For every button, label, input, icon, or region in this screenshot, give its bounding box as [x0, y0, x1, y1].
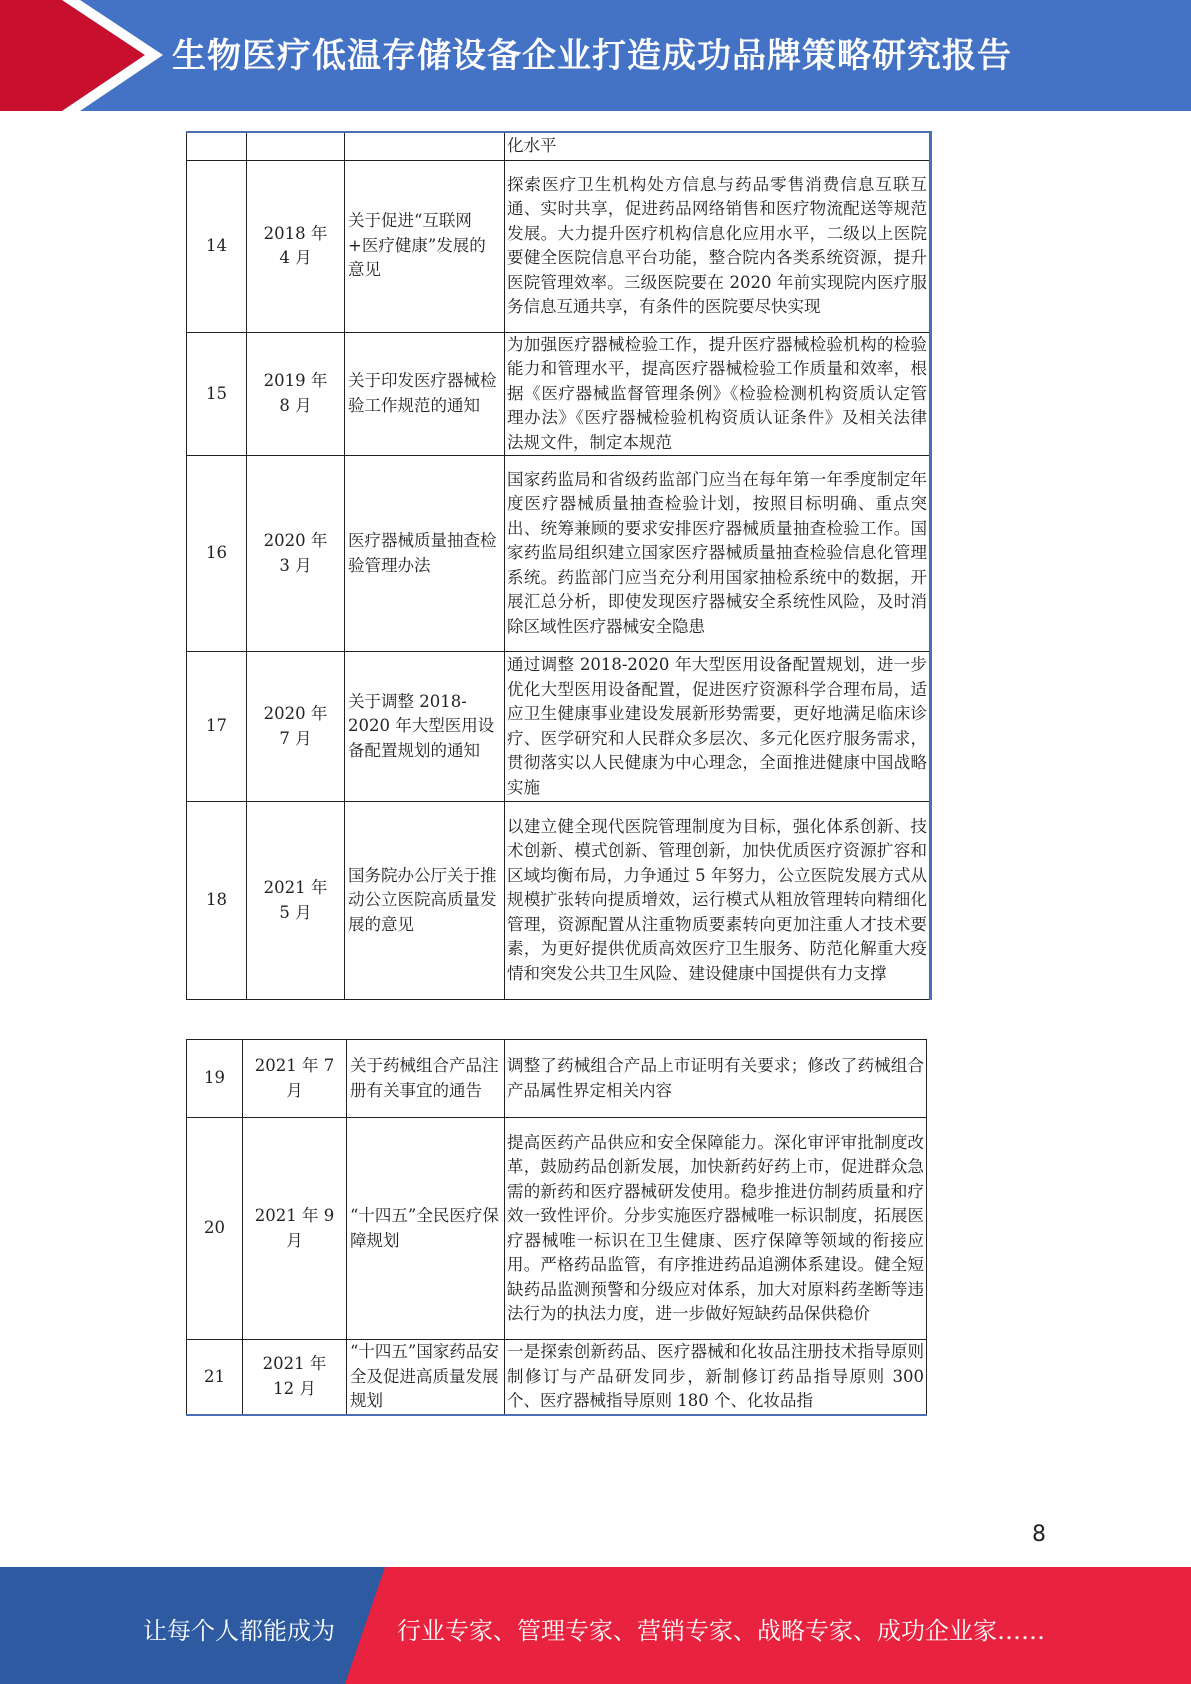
- table-row: [187, 802, 931, 1000]
- row-policy-content: 提高医药产品供应和安全保障能力。深化审评审批制度改革，鼓励药品创新发展，加快新药好药上市，促进群众急需的新药和医疗器械研发使用。稳步推进仿制药质量和疗效一致性评价。分步实施医疗器械唯一标识制度，拓展医疗器械唯一标识在卫生健康、医疗保障等领域的衔接应用。严格药品监管，有序推进药品追溯体系建设。健全短缺药品监测预警和分级应对体系，加大对原料药垄断等违法行为的执法力度，进一步做好短缺药品保供稳价: [505, 1118, 927, 1340]
- row-policy-content: 一是探索创新药品、医疗器械和化妆品注册技术指导原则制修订与产品研发同步，新制修订药品指导原则 300 个、医疗器械指导原则 180 个、化妆品指: [505, 1340, 927, 1415]
- row-policy-content: 探索医疗卫生机构处方信息与药品零售消费信息互联互通、实时共享，促进药品网络销售和医疗物流配送等规范发展。大力提升医疗机构信息化应用水平，二级以上医院要健全医院信息平台功能，整合院内各类系统资源，提升医院管理效率。三级医院要在 2020 年前实现院内医疗服务信息互通共享，有条件的医院要尽快实现: [505, 160, 931, 332]
- table-row: [187, 1118, 927, 1340]
- row-policy-content: 国家药监局和省级药监部门应当在每年第一年季度制定年度医疗器械质量抽查检验计划，按照目标明确、重点突出、统筹兼顾的要求安排医疗器械质量抽查检验工作。国家药监局组织建立国家医疗器械质量抽查检验信息化管理系统。药监部门应当充分利用国家抽检系统中的数据，开展汇总分析，即使发现医疗器械安全系统性风险，及时消除区域性医疗器械安全隐患: [505, 456, 931, 652]
- row-number: 15: [187, 332, 247, 456]
- table-row: [187, 1040, 927, 1118]
- footer-slogan-left: 让每个人都能成为: [143, 1617, 335, 1645]
- policy-table-bottom: [186, 1039, 927, 1416]
- row-policy-content: 通过调整 2018-2020 年大型医用设备配置规划，进一步优化大型医用设备配置，促进医疗资源科学合理布局，适应卫生健康事业建设发展新形势需要，更好地满足临床诊疗、医学研究和人民群众多层次、多元化医疗服务需求，贯彻落实以人民健康为中心理念，全面推进健康中国战略实施: [505, 652, 931, 802]
- row-number: 17: [187, 652, 247, 802]
- row-number: 19: [187, 1040, 243, 1118]
- table-row: [187, 652, 931, 802]
- row-policy-title: “十四五”全民医疗保障规划: [347, 1118, 505, 1340]
- row-date: 2021 年 12 月: [243, 1340, 347, 1415]
- row-policy-title: 关于调整 2018-2020 年大型医用设备配置规划的通知: [345, 652, 505, 802]
- page-header: [0, 0, 1191, 111]
- row-date: 2021 年 7 月: [243, 1040, 347, 1118]
- footer-slogan-right: 行业专家、管理专家、营销专家、战略专家、成功企业家……: [397, 1617, 1045, 1645]
- row-date: 2019 年 8 月: [247, 332, 345, 456]
- row-number: 14: [187, 160, 247, 332]
- row-date: 2021 年 5 月: [247, 802, 345, 1000]
- row-policy-content: 为加强医疗器械检验工作，提升医疗器械检验机构的检验能力和管理水平，提高医疗器械检验工作质量和效率，根据《医疗器械监督管理条例》《检验检测机构资质认定管理办法》《医疗器械检验机构资质认证条件》及相关法律法规文件，制定本规范: [505, 332, 931, 456]
- row-policy-content: 化水平: [505, 132, 931, 160]
- policy-table-bottom-body: [187, 1040, 927, 1415]
- policy-table-top: [186, 131, 932, 1000]
- row-date: [247, 132, 345, 160]
- row-policy-title: 关于药械组合产品注册有关事宜的通告: [347, 1040, 505, 1118]
- row-policy-title: 关于印发医疗器械检验工作规范的通知: [345, 332, 505, 456]
- row-date: 2020 年 3 月: [247, 456, 345, 652]
- row-date: 2018 年 4 月: [247, 160, 345, 332]
- row-number: [187, 132, 247, 160]
- row-policy-content: 调整了药械组合产品上市证明有关要求；修改了药械组合产品属性界定相关内容: [505, 1040, 927, 1118]
- page-footer: [0, 1567, 1191, 1684]
- row-number: 21: [187, 1340, 243, 1415]
- row-date: 2021 年 9 月: [243, 1118, 347, 1340]
- row-policy-title: 关于促进“互联网+医疗健康”发展的意见: [345, 160, 505, 332]
- row-policy-title: 医疗器械质量抽查检验管理办法: [345, 456, 505, 652]
- row-policy-content: 以建立健全现代医院管理制度为目标，强化体系创新、技术创新、模式创新、管理创新，加快优质医疗资源扩容和区域均衡布局，力争通过 5 年努力，公立医院发展方式从规模扩张转向提质增效，运行模式从粗放管理转向精细化管理，资源配置从注重物质要素转向更加注重人才技术要素，为更好提供优质高效医疗卫生服务、防范化解重大疫情和突发公共卫生风险、建设健康中国提供有力支撑: [505, 802, 931, 1000]
- table-row: [187, 332, 931, 456]
- row-policy-title: [345, 132, 505, 160]
- row-number: 20: [187, 1118, 243, 1340]
- policy-table-top-body: [187, 132, 931, 1000]
- row-number: 18: [187, 802, 247, 1000]
- page-number: 8: [1032, 1522, 1046, 1547]
- report-title: 生物医疗低温存储设备企业打造成功品牌策略研究报告: [172, 36, 1012, 76]
- table-row: [187, 456, 931, 652]
- row-policy-title: “十四五”国家药品安全及促进高质量发展规划: [347, 1340, 505, 1415]
- table-row: [187, 160, 931, 332]
- row-date: 2020 年 7 月: [247, 652, 345, 802]
- row-number: 16: [187, 456, 247, 652]
- row-policy-title: 国务院办公厅关于推动公立医院高质量发展的意见: [345, 802, 505, 1000]
- table-row: [187, 132, 931, 160]
- table-row: [187, 1340, 927, 1415]
